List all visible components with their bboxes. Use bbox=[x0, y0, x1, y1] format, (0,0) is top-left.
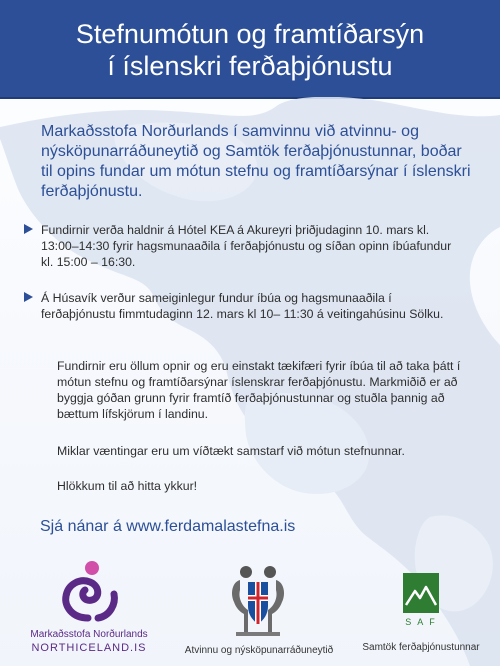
body-paragraph-2: Miklar væntingar eru um víðtækt samstarf við mótun stefnunnar. bbox=[57, 444, 405, 458]
coat-of-arms-icon bbox=[226, 562, 290, 638]
triangle-bullet-icon bbox=[24, 224, 33, 234]
body-paragraph-1: Fundirnir eru öllum opnir og eru einstakt tækifæri fyrir íbúa til að taka þátt í mótun stefnu og framtíðarsýnar íslenskrar ferðaþjónustu. Markmiðið er að byggja góðan grunn fyrir framtíð ferðaþjónustunnar og stuðla þannig að bættum lífskjörum í landinu. bbox=[57, 359, 461, 421]
logo-saf-mark: S A F bbox=[405, 617, 437, 627]
page-title bbox=[0, 18, 500, 82]
bullet-husavik bbox=[41, 290, 461, 322]
bullet-text: Á Húsavík verður sameiginlegur fundur íbúa og hagsmunaaðila í ferðaþjónustu fimmtudaginn 12. mars kl 10– 11:30 á veitingahúsinu Sölku. bbox=[41, 291, 444, 321]
logo-markadsstofa-url: NORTHICELAND.IS bbox=[31, 642, 147, 654]
spiral-swirl-icon bbox=[58, 560, 120, 628]
triangle-bullet-icon bbox=[24, 292, 33, 302]
logo-markadsstofa-name: Markaðsstofa Norðurlands bbox=[30, 629, 148, 640]
bullet-text: Fundirnir verða haldnir á Hótel KEA á Akureyri þriðjudaginn 10. mars kl. 13:00–14:30 fyrir hagsmunaaðila í ferðaþjónustu og síðan opinn íbúafundur kl. 15:00 – 16:30. bbox=[41, 223, 452, 269]
bullet-akureyri bbox=[41, 222, 461, 270]
intro-paragraph: Markaðsstofa Norðurlands í samvinnu við atvinnu- og nýsköpunarráðuneytið og Samtök ferðaþjónustunnar, boðar til opins fundar um mótun stefnu og framtíðarsýnar í íslenskri ferðaþjónustu. bbox=[41, 123, 471, 200]
body-paragraph-3: Hlökkum til að hitta ykkur! bbox=[57, 479, 198, 493]
title-line-1: Stefnumótun og framtíðarsýn bbox=[75, 19, 425, 49]
title-line-2: í íslenskri ferðaþjónustu bbox=[107, 51, 393, 81]
header-banner bbox=[0, 0, 500, 99]
website-link[interactable]: Sjá nánar á www.ferdamalastefna.is bbox=[40, 518, 296, 535]
logo-ministry-caption: Atvinnu og nýsköpunarráðuneytið bbox=[184, 645, 334, 656]
logo-saf-caption: Samtök ferðaþjónustunnar bbox=[362, 642, 480, 653]
